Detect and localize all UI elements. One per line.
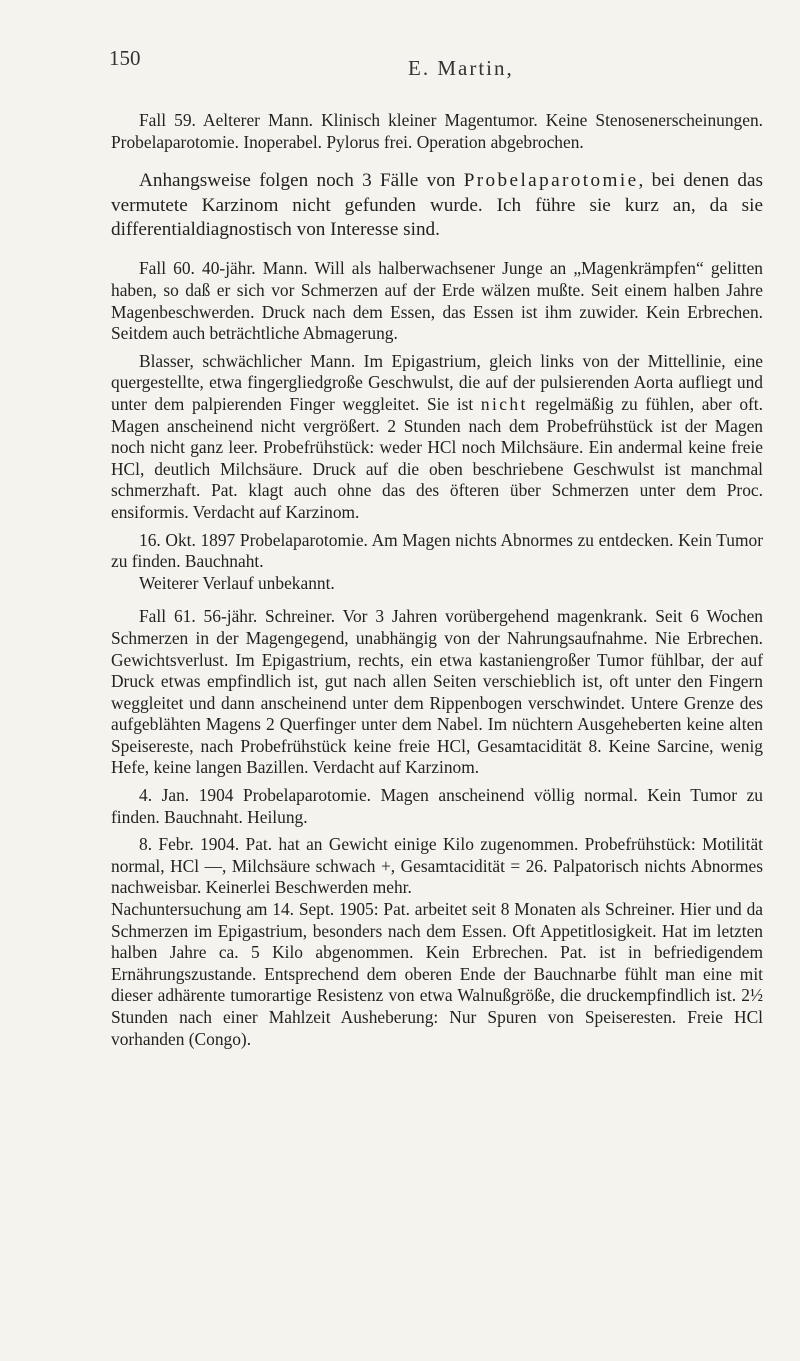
case-61-reexamination-paragraph: Nachuntersuchung am 14. Sept. 1905: Pat. arbeitet seit 8 Monaten als Schreiner. Hier und da Schmerzen im Epigastrium, besonders nach dem Essen. Oft Appetitlosigkeit. Hat im letzten halben Jahre ca. 5 Kilo abgenommen. Kein Erbrechen. Pat. ist in befriedigendem Ernährungszustande. Entsprechend dem oberen Ende der Bauchnarbe fühlt man eine mit dieser adhärente tumorartige Resistenz von etwa Walnußgröße, die druckempfindlich ist. 2½ Stunden nach einer Mahlzeit Ausheberung: Nur Spuren von Speiseresten. Freie HCl vorhanden (Congo). [111, 899, 763, 1049]
case-60-history-paragraph: Fall 60. 40-jähr. Mann. Will als halberwachsener Junge an „Magenkrämpfen“ gelitten haben, so daß er sich vor Schmerzen auf der Erde wälzen mußte. Seit einem halben Jahre Magenbeschwerden. Druck nach dem Essen, das Essen ist ihm zuwider. Kein Erbrechen. Seitdem auch beträchtliche Abmagerung. [111, 258, 763, 344]
intro-text-end: , bei denen das vermutete Karzinom nicht gefunden wurde. Ich führe sie kurz an, da sie differentialdiagnostisch von Interesse sind. [111, 170, 763, 240]
case-61-history-paragraph: Fall 61. 56-jähr. Schreiner. Vor 3 Jahren vorübergehend magenkrank. Seit 6 Wochen Schmerzen in der Magengegend, unabhängig von der Nahrungsaufnahme. Nie Erbrechen. Gewichtsverlust. Im Epigastrium, rechts, ein etwa kastaniengroßer Tumor fühlbar, der auf Druck etwas empfindlich ist, gut nach allen Seiten verschieblich ist, oft unter den Fingern weggleitet und dann anscheinend unter dem Rippenbogen verschwindet. Untere Grenze des aufgeblähten Magens 2 Querfinger unter dem Nabel. Im nüchtern Ausgeheberten keine alten Speisereste, nach Probefrühstück keine freie HCl, Gesamtacidität 8. Keine Sarcine, wenig Hefe, keine langen Bazillen. Verdacht auf Karzinom. [111, 606, 763, 778]
case-61-followup-paragraph: 8. Febr. 1904. Pat. hat an Gewicht einige Kilo zugenommen. Probefrühstück: Motilität normal, HCl —, Milchsäure schwach +, Gesamtacidität = 26. Palpatorisch nichts Abnormes nachweisbar. Keinerlei Beschwerden mehr. [111, 834, 763, 898]
running-head: E. Martin, [408, 56, 514, 80]
intro-text-start: Anhangsweise folgen noch 3 Fälle von [139, 170, 464, 192]
case-60-findings-paragraph [111, 351, 763, 524]
case-60-outcome-paragraph: Weiterer Verlauf unbekannt. [139, 572, 335, 593]
page-body [111, 110, 763, 1050]
case-60-operation-paragraph: 16. Okt. 1897 Probelaparotomie. Am Magen nichts Abnormes zu entdecken. Kein Tumor zu finden. Bauchnaht. [111, 529, 763, 572]
findings-text-start: Blasser, schwächlicher Mann. Im Epigastrium, gleich links von der Mittellinie, eine quergestellte, etwa fingergliedgroße Geschwulst, die auf der pulsierenden Aorta aufliegt und unter dem palpierenden Finger weggleitet. Sie ist [111, 350, 763, 414]
findings-emphasis: nicht [480, 393, 528, 414]
intro-emphasis: Probelaparotomie [463, 170, 639, 192]
appendix-intro-paragraph [111, 169, 763, 242]
page-number: 150 [109, 46, 141, 70]
findings-text-end: regelmäßig zu fühlen, aber oft. Magen anscheinend nicht vergrößert. 2 Stunden nach dem Probefrühstück ist der Magen noch nicht ganz leer. Probefrühstück: weder HCl noch Milchsäure. Ein andermal keine freie HCl, deutlich Milchsäure. Druck auf die oben beschriebene Geschwulst ist manchmal schmerzhaft. Pat. klagt auch ohne das des öfteren über Schmerzen unter dem Proc. ensiformis. Verdacht auf Karzinom. [111, 393, 763, 522]
case-59-paragraph: Fall 59. Aelterer Mann. Klinisch kleiner Magentumor. Keine Stenosenerscheinungen. Probelaparotomie. Inoperabel. Pylorus frei. Operation abgebrochen. [111, 110, 763, 152]
case-61-operation-paragraph: 4. Jan. 1904 Probelaparotomie. Magen anscheinend völlig normal. Kein Tumor zu finden. Bauchnaht. Heilung. [111, 785, 763, 827]
